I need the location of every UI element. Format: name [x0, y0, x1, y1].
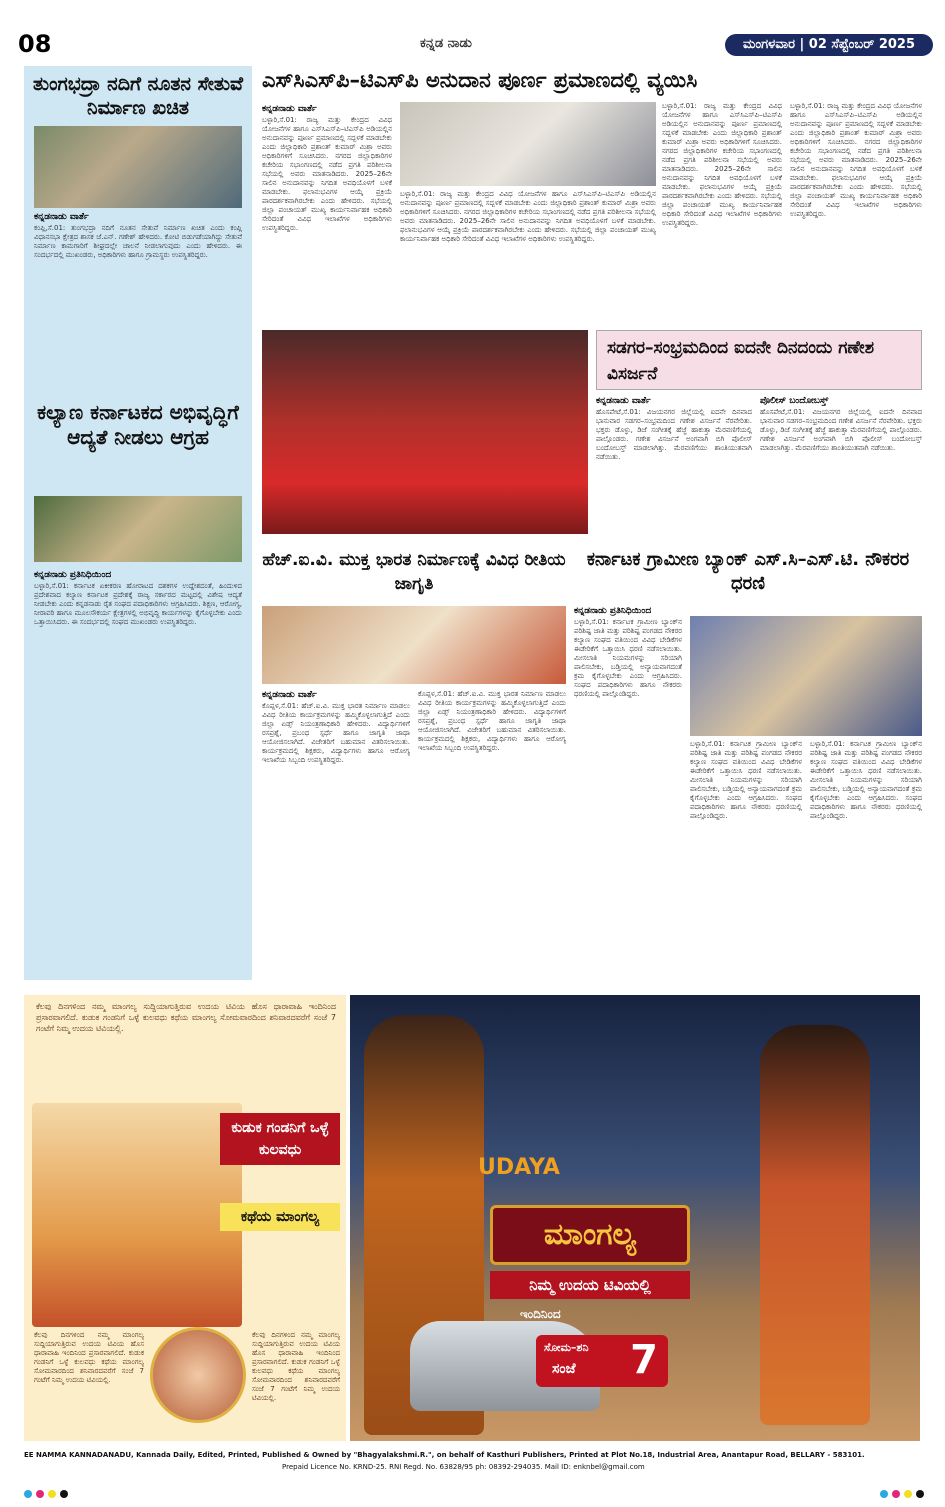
ad-left-panel	[24, 995, 346, 1441]
bank-byline: ಕನ್ನಡನಾಡು ಪ್ರತಿನಿಧಿಯಿಂದ	[574, 606, 652, 616]
ad-actress-figure	[760, 1025, 870, 1425]
ad-actors-illustration	[32, 1103, 242, 1327]
lead-body-col1: ಬಳ್ಳಾರಿ,ಸೆ.01: ರಾಜ್ಯ ಮತ್ತು ಕೇಂದ್ರದ ವಿವಿಧ ಯೋಜನೆಗಳ ಹಾಗೂ ಎಸ್‌ಸಿಎಸ್‌ಪಿ–ಟಿಎಸ್‌ಪಿ ಅಡಿಯಲ್ಲಿನ ಅನುದಾನವನ್ನು ಪೂರ್ಣ ಪ್ರಮಾಣದಲ್ಲಿ ಸದ್ಬಳಕೆ ಮಾಡಬೇಕು ಎಂದು ಜಿಲ್ಲಾಧಿಕಾರಿ ಪ್ರಶಾಂತ್ ಕುಮಾರ್ ಮಿಶ್ರಾ ಅವರು ಅಧಿಕಾರಿಗಳಿಗೆ ಸೂಚಿಸಿದರು. ನಗರದ ಜಿಲ್ಲಾಧಿಕಾರಿಗಳ ಕಚೇರಿಯ ಸಭಾಂಗಣದಲ್ಲಿ ನಡೆದ ಪ್ರಗತಿ ಪರಿಶೀಲನಾ ಸಭೆಯಲ್ಲಿ ಅವರು ಮಾತನಾಡಿದರು. 2025–26ನೇ ಸಾಲಿನ ಅನುದಾನವನ್ನು ನಿಗದಿತ ಅವಧಿಯೊಳಗೆ ಬಳಕೆ ಮಾಡಬೇಕು. ಫಲಾನುಭವಿಗಳ ಆಯ್ಕೆ ಪ್ರಕ್ರಿಯೆ ಪಾರದರ್ಶಕವಾಗಿರಬೇಕು ಎಂದು ಹೇಳಿದರು. ಸಭೆಯಲ್ಲಿ ಜಿಲ್ಲಾ ಪಂಚಾಯತ್ ಮುಖ್ಯ ಕಾರ್ಯನಿರ್ವಾಹಕ ಅಧಿಕಾರಿ ಸೇರಿದಂತೆ ವಿವಿಧ ಇಲಾಖೆಗಳ ಅಧಿಕಾರಿಗಳು ಉಪಸ್ಥಿತರಿದ್ದರು.	[262, 116, 392, 232]
date-badge: ಮಂಗಳವಾರ | 02 ಸೆಪ್ಟೆಂಬರ್ 2025	[725, 34, 933, 56]
sidebar-story1-body: ಕಂಪ್ಲಿ,ಸೆ.01: ತುಂಗಭದ್ರಾ ನದಿಗೆ ನೂತನ ಸೇತುವೆ ನಿರ್ಮಾಣ ಖಚಿತ ಎಂದು ಕಂಪ್ಲಿ ವಿಧಾನಸಭಾ ಕ್ಷೇತ್ರದ ಶಾಸಕ ಜೆ.ಎನ್. ಗಣೇಶ್ ಹೇಳಿದರು. ಕೋಟಿ ಬಿಡುಗಡೆಯಾಗಿದ್ದು ಸೇತುವೆ ನಿರ್ಮಾಣ ಕಾಮಗಾರಿಗೆ ಶೀಘ್ರದಲ್ಲೇ ಚಾಲನೆ ನೀಡಲಾಗುವುದು ಎಂದು ಹೇಳಿದರು. ಈ ಸಂದರ್ಭದಲ್ಲಿ ಮುಖಂಡರು, ಅಧಿಕಾರಿಗಳು ಹಾಗೂ ಗ್ರಾಮಸ್ಥರು ಉಪಸ್ಥಿತರಿದ್ದರು.	[34, 224, 242, 259]
cyan-dot	[880, 1490, 888, 1498]
page-footer	[0, 1447, 945, 1507]
show-tagline: ನಿಮ್ಮ ಉದಯ ಟಿವಿಯಲ್ಲಿ	[490, 1271, 690, 1299]
sidebar-story2-photo	[34, 496, 242, 562]
ganesha-body-col1: ಹೊಸಪೇಟೆ,ಸೆ.01: ವಿಜಯನಗರ ಜಿಲ್ಲೆಯಲ್ಲಿ ಐದನೇ ದಿನವಾದ ಭಾನುವಾರ ಸಡಗರ–ಸಂಭ್ರಮದಿಂದ ಗಣೇಶ ವಿಸರ್ಜನೆ ನೆರವೇರಿತು. ಭಕ್ತರು ಡೊಳ್ಳು, ಡಿಜೆ ಸಂಗೀತಕ್ಕೆ ಹೆಜ್ಜೆ ಹಾಕುತ್ತಾ ಮೆರವಣಿಗೆಯಲ್ಲಿ ಪಾಲ್ಗೊಂಡರು. ಗಣೇಶ ವಿಸರ್ಜನೆ ಅಂಗವಾಗಿ ಬಿಗಿ ಪೊಲೀಸ್ ಬಂದೋಬಸ್ತ್ ಮಾಡಲಾಗಿತ್ತು. ಮೆರವಣಿಗೆಯು ಶಾಂತಿಯುತವಾಗಿ ನಡೆಯಿತು.	[596, 408, 752, 461]
lead-body-col4: ಬಳ್ಳಾರಿ,ಸೆ.01: ರಾಜ್ಯ ಮತ್ತು ಕೇಂದ್ರದ ವಿವಿಧ ಯೋಜನೆಗಳ ಹಾಗೂ ಎಸ್‌ಸಿಎಸ್‌ಪಿ–ಟಿಎಸ್‌ಪಿ ಅಡಿಯಲ್ಲಿನ ಅನುದಾನವನ್ನು ಪೂರ್ಣ ಪ್ರಮಾಣದಲ್ಲಿ ಸದ್ಬಳಕೆ ಮಾಡಬೇಕು ಎಂದು ಜಿಲ್ಲಾಧಿಕಾರಿ ಪ್ರಶಾಂತ್ ಕುಮಾರ್ ಮಿಶ್ರಾ ಅವರು ಅಧಿಕಾರಿಗಳಿಗೆ ಸೂಚಿಸಿದರು. ನಗರದ ಜಿಲ್ಲಾಧಿಕಾರಿಗಳ ಕಚೇರಿಯ ಸಭಾಂಗಣದಲ್ಲಿ ನಡೆದ ಪ್ರಗತಿ ಪರಿಶೀಲನಾ ಸಭೆಯಲ್ಲಿ ಅವರು ಮಾತನಾಡಿದರು. 2025–26ನೇ ಸಾಲಿನ ಅನುದಾನವನ್ನು ನಿಗದಿತ ಅವಧಿಯೊಳಗೆ ಬಳಕೆ ಮಾಡಬೇಕು. ಫಲಾನುಭವಿಗಳ ಆಯ್ಕೆ ಪ್ರಕ್ರಿಯೆ ಪಾರದರ್ಶಕವಾಗಿರಬೇಕು ಎಂದು ಹೇಳಿದರು. ಸಭೆಯಲ್ಲಿ ಜಿಲ್ಲಾ ಪಂಚಾಯತ್ ಮುಖ್ಯ ಕಾರ್ಯನಿರ್ವಾಹಕ ಅಧಿಕಾರಿ ಸೇರಿದಂತೆ ವಿವಿಧ ಇಲಾಖೆಗಳ ಅಧಿಕಾರಿಗಳು ಉಪಸ್ಥಿತರಿದ್ದರು.	[790, 102, 922, 218]
hiv-title: ಹೆಚ್.ಐ.ವಿ. ಮುಕ್ತ ಭಾರತ ನಿರ್ಮಾಣಕ್ಕೆ ವಿವಿಧ ರೀತಿಯ ಜಾಗೃತಿ	[262, 550, 566, 594]
hiv-body-col2: ಕೊಪ್ಪಳ,ಸೆ.01: ಹೆಚ್.ಐ.ವಿ. ಮುಕ್ತ ಭಾರತ ನಿರ್ಮಾಣ ಮಾಡಲು ವಿವಿಧ ರೀತಿಯ ಕಾರ್ಯಕ್ರಮಗಳನ್ನು ಹಮ್ಮಿಕೊಳ್ಳಲಾಗುತ್ತಿದೆ ಎಂದು ಜಿಲ್ಲಾ ಏಡ್ಸ್ ನಿಯಂತ್ರಣಾಧಿಕಾರಿ ಹೇಳಿದರು. ವಿದ್ಯಾರ್ಥಿಗಳಿಗೆ ರಸಪ್ರಶ್ನೆ, ಪ್ರಬಂಧ ಸ್ಪರ್ಧೆ ಹಾಗೂ ಜಾಗೃತಿ ಜಾಥಾ ಆಯೋಜಿಸಲಾಗಿದೆ. ವಿಜೇತರಿಗೆ ಬಹುಮಾನ ವಿತರಿಸಲಾಯಿತು. ಕಾರ್ಯಕ್ರಮದಲ್ಲಿ ಶಿಕ್ಷಕರು, ವಿದ್ಯಾರ್ಥಿಗಳು ಹಾಗೂ ಆರೋಗ್ಯ ಇಲಾಖೆಯ ಸಿಬ್ಬಂದಿ ಉಪಸ್ಥಿತರಿದ್ದರು.	[418, 690, 566, 752]
sidebar-story1-byline: ಕನ್ನಡನಾಡು ವಾರ್ತೆ	[34, 212, 89, 222]
masthead: ಕನ್ನಡ ನಾಡು	[420, 36, 472, 51]
sidebar-story1-photo	[34, 126, 242, 208]
ganesha-title: ಸಡಗರ–ಸಂಭ್ರಮದಿಂದ ಐದನೇ ದಿನದಂದು ಗಣೇಶ ವಿಸರ್ಜನೆ	[607, 338, 875, 384]
ganesha-byline: ಕನ್ನಡನಾಡು ವಾರ್ತೆ	[596, 396, 651, 406]
footer-publisher-line: EE NAMMA KANNADANADU, Kannada Daily, Edited, Printed, Published & Owned by "Bhagyalakshmi.R.", on behalf of Kasthuri Publishers, Printed at Plot No.18, Industrial Area, Anantapur Road, BELLARY - 583101.	[24, 1451, 865, 1459]
lead-title: ಎಸ್‌ಸಿಎಸ್‌ಪಿ–ಟಿಎಸ್‌ಪಿ ಅನುದಾನ ಪೂರ್ಣ ಪ್ರಮಾಣದಲ್ಲಿ ವ್ಯಯಿಸಿ	[262, 68, 698, 92]
ganesha-byline-police: ಪೊಲೀಸ್ ಬಂದೋಬಸ್ತ್	[760, 396, 829, 406]
left-sidebar	[24, 66, 252, 980]
page-number: 08	[18, 30, 52, 58]
ganesha-title-box	[596, 330, 922, 390]
ad-left-text-bottom: ಕೆಲವು ದಿನಗಳಿಂದ ನಮ್ಮ ಮಾಂಗಲ್ಯ ಸುದ್ದಿಯಾಗುತ್ತಿರುವ ಉದಯ ಟಿವಿಯ ಹೊಸ ಧಾರಾವಾಹಿ ಇಂದಿನಿಂದ ಪ್ರಸಾರವಾಗಲಿದೆ. ಕುಡುಕ ಗಂಡನಿಗೆ ಒಳ್ಳೆ ಕುಲವಧು ಕಥೆಯ ಮಾಂಗಲ್ಯ ಸೋಮವಾರದಿಂದ ಶನಿವಾರದವರೆಗೆ ಸಂಜೆ 7 ಗಂಟೆಗೆ ನಿಮ್ಮ ಉದಯ ಟಿವಿಯಲ್ಲಿ.	[34, 1331, 144, 1384]
show-hour: 7	[630, 1337, 658, 1383]
show-timing	[536, 1335, 668, 1387]
magenta-dot	[892, 1490, 900, 1498]
udaya-advertisement	[24, 995, 920, 1441]
ad-kathe-banner: ಕಥೆಯ ಮಾಂಗಲ್ಯ	[220, 1203, 340, 1231]
show-evening: ಸಂಜೆ	[552, 1361, 576, 1377]
ganesha-body-col2: ಹೊಸಪೇಟೆ,ಸೆ.01: ವಿಜಯನಗರ ಜಿಲ್ಲೆಯಲ್ಲಿ ಐದನೇ ದಿನವಾದ ಭಾನುವಾರ ಸಡಗರ–ಸಂಭ್ರಮದಿಂದ ಗಣೇಶ ವಿಸರ್ಜನೆ ನೆರವೇರಿತು. ಭಕ್ತರು ಡೊಳ್ಳು, ಡಿಜೆ ಸಂಗೀತಕ್ಕೆ ಹೆಜ್ಜೆ ಹಾಕುತ್ತಾ ಮೆರವಣಿಗೆಯಲ್ಲಿ ಪಾಲ್ಗೊಂಡರು. ಗಣೇಶ ವಿಸರ್ಜನೆ ಅಂಗವಾಗಿ ಬಿಗಿ ಪೊಲೀಸ್ ಬಂದೋಬಸ್ತ್ ಮಾಡಲಾಗಿತ್ತು. ಮೆರವಣಿಗೆಯು ಶಾಂತಿಯುತವಾಗಿ ನಡೆಯಿತು.	[760, 408, 922, 452]
bank-body-col1: ಬಳ್ಳಾರಿ,ಸೆ.01: ಕರ್ನಾಟಕ ಗ್ರಾಮೀಣ ಬ್ಯಾಂಕ್‌ನ ಪರಿಶಿಷ್ಟ ಜಾತಿ ಮತ್ತು ಪರಿಶಿಷ್ಟ ಪಂಗಡದ ನೌಕರರ ಕಲ್ಯಾಣ ಸಂಘದ ವತಿಯಿಂದ ವಿವಿಧ ಬೇಡಿಕೆಗಳ ಈಡೇರಿಕೆಗೆ ಒತ್ತಾಯಿಸಿ ಧರಣಿ ನಡೆಸಲಾಯಿತು. ಮೀಸಲಾತಿ ನಿಯಮಗಳನ್ನು ಸರಿಯಾಗಿ ಪಾಲಿಸಬೇಕು, ಬಡ್ತಿಯಲ್ಲಿ ಅನ್ಯಾಯವಾಗದಂತೆ ಕ್ರಮ ಕೈಗೊಳ್ಳಬೇಕು ಎಂದು ಆಗ್ರಹಿಸಿದರು. ಸಂಘದ ಪದಾಧಿಕಾರಿಗಳು ಹಾಗೂ ನೌಕರರು ಧರಣಿಯಲ್ಲಿ ಪಾಲ್ಗೊಂಡಿದ್ದರು.	[574, 618, 682, 698]
bank-photo	[690, 616, 922, 736]
hiv-body-col1: ಕೊಪ್ಪಳ,ಸೆ.01: ಹೆಚ್.ಐ.ವಿ. ಮುಕ್ತ ಭಾರತ ನಿರ್ಮಾಣ ಮಾಡಲು ವಿವಿಧ ರೀತಿಯ ಕಾರ್ಯಕ್ರಮಗಳನ್ನು ಹಮ್ಮಿಕೊಳ್ಳಲಾಗುತ್ತಿದೆ ಎಂದು ಜಿಲ್ಲಾ ಏಡ್ಸ್ ನಿಯಂತ್ರಣಾಧಿಕಾರಿ ಹೇಳಿದರು. ವಿದ್ಯಾರ್ಥಿಗಳಿಗೆ ರಸಪ್ರಶ್ನೆ, ಪ್ರಬಂಧ ಸ್ಪರ್ಧೆ ಹಾಗೂ ಜಾಗೃತಿ ಜಾಥಾ ಆಯೋಜಿಸಲಾಗಿದೆ. ವಿಜೇತರಿಗೆ ಬಹುಮಾನ ವಿತರಿಸಲಾಯಿತು. ಕಾರ್ಯಕ್ರಮದಲ್ಲಿ ಶಿಕ್ಷಕರು, ವಿದ್ಯಾರ್ಥಿಗಳು ಹಾಗೂ ಆರೋಗ್ಯ ಇಲಾಖೆಯ ಸಿಬ್ಬಂದಿ ಉಪಸ್ಥಿತರಿದ್ದರು.	[262, 702, 410, 764]
bank-body-col2: ಬಳ್ಳಾರಿ,ಸೆ.01: ಕರ್ನಾಟಕ ಗ್ರಾಮೀಣ ಬ್ಯಾಂಕ್‌ನ ಪರಿಶಿಷ್ಟ ಜಾತಿ ಮತ್ತು ಪರಿಶಿಷ್ಟ ಪಂಗಡದ ನೌಕರರ ಕಲ್ಯಾಣ ಸಂಘದ ವತಿಯಿಂದ ವಿವಿಧ ಬೇಡಿಕೆಗಳ ಈಡೇರಿಕೆಗೆ ಒತ್ತಾಯಿಸಿ ಧರಣಿ ನಡೆಸಲಾಯಿತು. ಮೀಸಲಾತಿ ನಿಯಮಗಳನ್ನು ಸರಿಯಾಗಿ ಪಾಲಿಸಬೇಕು, ಬಡ್ತಿಯಲ್ಲಿ ಅನ್ಯಾಯವಾಗದಂತೆ ಕ್ರಮ ಕೈಗೊಳ್ಳಬೇಕು ಎಂದು ಆಗ್ರಹಿಸಿದರು. ಸಂಘದ ಪದಾಧಿಕಾರಿಗಳು ಹಾಗೂ ನೌಕರರು ಧರಣಿಯಲ್ಲಿ ಪಾಲ್ಗೊಂಡಿದ್ದರು.	[690, 740, 802, 820]
hiv-photo	[262, 606, 566, 684]
ad-actress-portrait	[150, 1327, 246, 1423]
udaya-logo: UDAYA	[478, 1155, 560, 1180]
sidebar-story2-title: ಕಲ್ಯಾಣ ಕರ್ನಾಟಕದ ಅಭಿವೃದ್ಧಿಗೆ ಆದ್ಯತೆ ನೀಡಲು ಆಗ್ರಹ	[37, 400, 239, 449]
sidebar-story2-body: ಬಳ್ಳಾರಿ,ಸೆ.01: ಕರ್ನಾಟಕ ಏಕೀಕರಣ ಹೋರಾಟದ ದಶಕಗಳ ಉದ್ದೇಶದಂತೆ, ಹಿಂದುಳಿದ ಪ್ರದೇಶವಾದ ಕಲ್ಯಾಣ ಕರ್ನಾಟಕ ಪ್ರದೇಶಕ್ಕೆ ರಾಜ್ಯ ಸರ್ಕಾರದ ಮಟ್ಟದಲ್ಲಿ ವಿಶೇಷ ಆದ್ಯತೆ ನೀಡಬೇಕು ಎಂದು ಕನ್ನಡನಾಡು ರೈತ ಸಂಘದ ಪದಾಧಿಕಾರಿಗಳು ಆಗ್ರಹಿಸಿದರು. ಶಿಕ್ಷಣ, ಆರೋಗ್ಯ, ನೀರಾವರಿ ಹಾಗೂ ಮೂಲಸೌಕರ್ಯ ಕ್ಷೇತ್ರಗಳಲ್ಲಿ ಅಭಿವೃದ್ಧಿ ಕಾರ್ಯಗಳನ್ನು ಕೈಗೊಳ್ಳಬೇಕು ಎಂದು ಒತ್ತಾಯಿಸಿದರು. ಈ ಸಂದರ್ಭದಲ್ಲಿ ಸಂಘದ ಮುಖಂಡರು ಉಪಸ್ಥಿತರಿದ್ದರು.	[34, 582, 242, 626]
registration-dots-right	[880, 1490, 924, 1498]
bank-title: ಕರ್ನಾಟಕ ಗ್ರಾಮೀಣ ಬ್ಯಾಂಕ್ ಎಸ್.ಸಿ–ಎಸ್.ಟಿ. ನೌಕರರ ಧರಣಿ	[586, 549, 910, 594]
yellow-dot	[48, 1490, 56, 1498]
sidebar-story2-byline: ಕನ್ನಡನಾಡು ಪ್ರತಿನಿಧಿಯಿಂದ	[34, 570, 112, 580]
lead-body-col2: ಬಳ್ಳಾರಿ,ಸೆ.01: ರಾಜ್ಯ ಮತ್ತು ಕೇಂದ್ರದ ವಿವಿಧ ಯೋಜನೆಗಳ ಹಾಗೂ ಎಸ್‌ಸಿಎಸ್‌ಪಿ–ಟಿಎಸ್‌ಪಿ ಅಡಿಯಲ್ಲಿನ ಅನುದಾನವನ್ನು ಪೂರ್ಣ ಪ್ರಮಾಣದಲ್ಲಿ ಸದ್ಬಳಕೆ ಮಾಡಬೇಕು ಎಂದು ಜಿಲ್ಲಾಧಿಕಾರಿ ಪ್ರಶಾಂತ್ ಕುಮಾರ್ ಮಿಶ್ರಾ ಅವರು ಅಧಿಕಾರಿಗಳಿಗೆ ಸೂಚಿಸಿದರು. ನಗರದ ಜಿಲ್ಲಾಧಿಕಾರಿಗಳ ಕಚೇರಿಯ ಸಭಾಂಗಣದಲ್ಲಿ ನಡೆದ ಪ್ರಗತಿ ಪರಿಶೀಲನಾ ಸಭೆಯಲ್ಲಿ ಅವರು ಮಾತನಾಡಿದರು. 2025–26ನೇ ಸಾಲಿನ ಅನುದಾನವನ್ನು ನಿಗದಿತ ಅವಧಿಯೊಳಗೆ ಬಳಕೆ ಮಾಡಬೇಕು. ಫಲಾನುಭವಿಗಳ ಆಯ್ಕೆ ಪ್ರಕ್ರಿಯೆ ಪಾರದರ್ಶಕವಾಗಿರಬೇಕು ಎಂದು ಹೇಳಿದರು. ಸಭೆಯಲ್ಲಿ ಜಿಲ್ಲಾ ಪಂಚಾಯತ್ ಮುಖ್ಯ ಕಾರ್ಯನಿರ್ವಾಹಕ ಅಧಿಕಾರಿ ಸೇರಿದಂತೆ ವಿವಿಧ ಇಲಾಖೆಗಳ ಅಧಿಕಾರಿಗಳು ಉಪಸ್ಥಿತರಿದ್ದರು.	[400, 190, 656, 243]
bank-body-col3: ಬಳ್ಳಾರಿ,ಸೆ.01: ಕರ್ನಾಟಕ ಗ್ರಾಮೀಣ ಬ್ಯಾಂಕ್‌ನ ಪರಿಶಿಷ್ಟ ಜಾತಿ ಮತ್ತು ಪರಿಶಿಷ್ಟ ಪಂಗಡದ ನೌಕರರ ಕಲ್ಯಾಣ ಸಂಘದ ವತಿಯಿಂದ ವಿವಿಧ ಬೇಡಿಕೆಗಳ ಈಡೇರಿಕೆಗೆ ಒತ್ತಾಯಿಸಿ ಧರಣಿ ನಡೆಸಲಾಯಿತು. ಮೀಸಲಾತಿ ನಿಯಮಗಳನ್ನು ಸರಿಯಾಗಿ ಪಾಲಿಸಬೇಕು, ಬಡ್ತಿಯಲ್ಲಿ ಅನ್ಯಾಯವಾಗದಂತೆ ಕ್ರಮ ಕೈಗೊಳ್ಳಬೇಕು ಎಂದು ಆಗ್ರಹಿಸಿದರು. ಸಂಘದ ಪದಾಧಿಕಾರಿಗಳು ಹಾಗೂ ನೌಕರರು ಧರಣಿಯಲ್ಲಿ ಪಾಲ್ಗೊಂಡಿದ್ದರು.	[810, 740, 922, 820]
ad-left-text: ಕೆಲವು ದಿನಗಳಿಂದ ನಮ್ಮ ಮಾಂಗಲ್ಯ ಸುದ್ದಿಯಾಗುತ್ತಿರುವ ಉದಯ ಟಿವಿಯ ಹೊಸ ಧಾರಾವಾಹಿ ಇಂದಿನಿಂದ ಪ್ರಸಾರವಾಗಲಿದೆ. ಕುಡುಕ ಗಂಡನಿಗೆ ಒಳ್ಳೆ ಕುಲವಧು ಕಥೆಯ ಮಾಂಗಲ್ಯ ಸೋಮವಾರದಿಂದ ಶನಿವಾರದವರೆಗೆ ಸಂಜೆ 7 ಗಂಟೆಗೆ ನಿಮ್ಮ ಉದಯ ಟಿವಿಯಲ್ಲಿ.	[36, 1002, 336, 1033]
black-dot	[916, 1490, 924, 1498]
yellow-dot	[904, 1490, 912, 1498]
magenta-dot	[36, 1490, 44, 1498]
cyan-dot	[24, 1490, 32, 1498]
sidebar-story1-title: ತುಂಗಭದ್ರಾ ನದಿಗೆ ನೂತನ ಸೇತುವೆ ನಿರ್ಮಾಣ ಖಚಿತ	[32, 73, 244, 119]
hiv-byline: ಕನ್ನಡನಾಡು ವಾರ್ತೆ	[262, 690, 317, 700]
ad-left-text-right: ಕೆಲವು ದಿನಗಳಿಂದ ನಮ್ಮ ಮಾಂಗಲ್ಯ ಸುದ್ದಿಯಾಗುತ್ತಿರುವ ಉದಯ ಟಿವಿಯ ಹೊಸ ಧಾರಾವಾಹಿ ಇಂದಿನಿಂದ ಪ್ರಸಾರವಾಗಲಿದೆ. ಕುಡುಕ ಗಂಡನಿಗೆ ಒಳ್ಳೆ ಕುಲವಧು ಕಥೆಯ ಮಾಂಗಲ್ಯ ಸೋಮವಾರದಿಂದ ಶನಿವಾರದವರೆಗೆ ಸಂಜೆ 7 ಗಂಟೆಗೆ ನಿಮ್ಮ ಉದಯ ಟಿವಿಯಲ್ಲಿ.	[252, 1331, 340, 1402]
ganesha-photo	[262, 330, 588, 534]
lead-photo	[400, 102, 656, 186]
page-header	[0, 0, 945, 68]
black-dot	[60, 1490, 68, 1498]
ad-kuduka-banner: ಕುಡುಕ ಗಂಡನಿಗೆ ಒಳ್ಳೆ ಕುಲವಧು	[220, 1113, 340, 1165]
lead-byline: ಕನ್ನಡನಾಡು ವಾರ್ತೆ	[262, 104, 317, 114]
ad-right-panel	[350, 995, 920, 1441]
show-days: ಸೋಮ–ಶನಿ	[544, 1341, 589, 1354]
lead-body-col3: ಬಳ್ಳಾರಿ,ಸೆ.01: ರಾಜ್ಯ ಮತ್ತು ಕೇಂದ್ರದ ವಿವಿಧ ಯೋಜನೆಗಳ ಹಾಗೂ ಎಸ್‌ಸಿಎಸ್‌ಪಿ–ಟಿಎಸ್‌ಪಿ ಅಡಿಯಲ್ಲಿನ ಅನುದಾನವನ್ನು ಪೂರ್ಣ ಪ್ರಮಾಣದಲ್ಲಿ ಸದ್ಬಳಕೆ ಮಾಡಬೇಕು ಎಂದು ಜಿಲ್ಲಾಧಿಕಾರಿ ಪ್ರಶಾಂತ್ ಕುಮಾರ್ ಮಿಶ್ರಾ ಅವರು ಅಧಿಕಾರಿಗಳಿಗೆ ಸೂಚಿಸಿದರು. ನಗರದ ಜಿಲ್ಲಾಧಿಕಾರಿಗಳ ಕಚೇರಿಯ ಸಭಾಂಗಣದಲ್ಲಿ ನಡೆದ ಪ್ರಗತಿ ಪರಿಶೀಲನಾ ಸಭೆಯಲ್ಲಿ ಅವರು ಮಾತನಾಡಿದರು. 2025–26ನೇ ಸಾಲಿನ ಅನುದಾನವನ್ನು ನಿಗದಿತ ಅವಧಿಯೊಳಗೆ ಬಳಕೆ ಮಾಡಬೇಕು. ಫಲಾನುಭವಿಗಳ ಆಯ್ಕೆ ಪ್ರಕ್ರಿಯೆ ಪಾರದರ್ಶಕವಾಗಿರಬೇಕು ಎಂದು ಹೇಳಿದರು. ಸಭೆಯಲ್ಲಿ ಜಿಲ್ಲಾ ಪಂಚಾಯತ್ ಮುಖ್ಯ ಕಾರ್ಯನಿರ್ವಾಹಕ ಅಧಿಕಾರಿ ಸೇರಿದಂತೆ ವಿವಿಧ ಇಲಾಖೆಗಳ ಅಧಿಕಾರಿಗಳು ಉಪಸ್ಥಿತರಿದ್ದರು.	[662, 102, 782, 227]
show-title: ಮಾಂಗಲ್ಯ	[490, 1205, 690, 1265]
show-since: ಇಂದಿನಿಂದ	[520, 1307, 561, 1321]
registration-dots-left	[24, 1490, 68, 1498]
footer-licence-line: Prepaid Licence No. KRND-25. RNI Regd. No. 63828/95 ph: 08392-294035. Mail ID: enknbel@gmail.com	[282, 1463, 645, 1471]
